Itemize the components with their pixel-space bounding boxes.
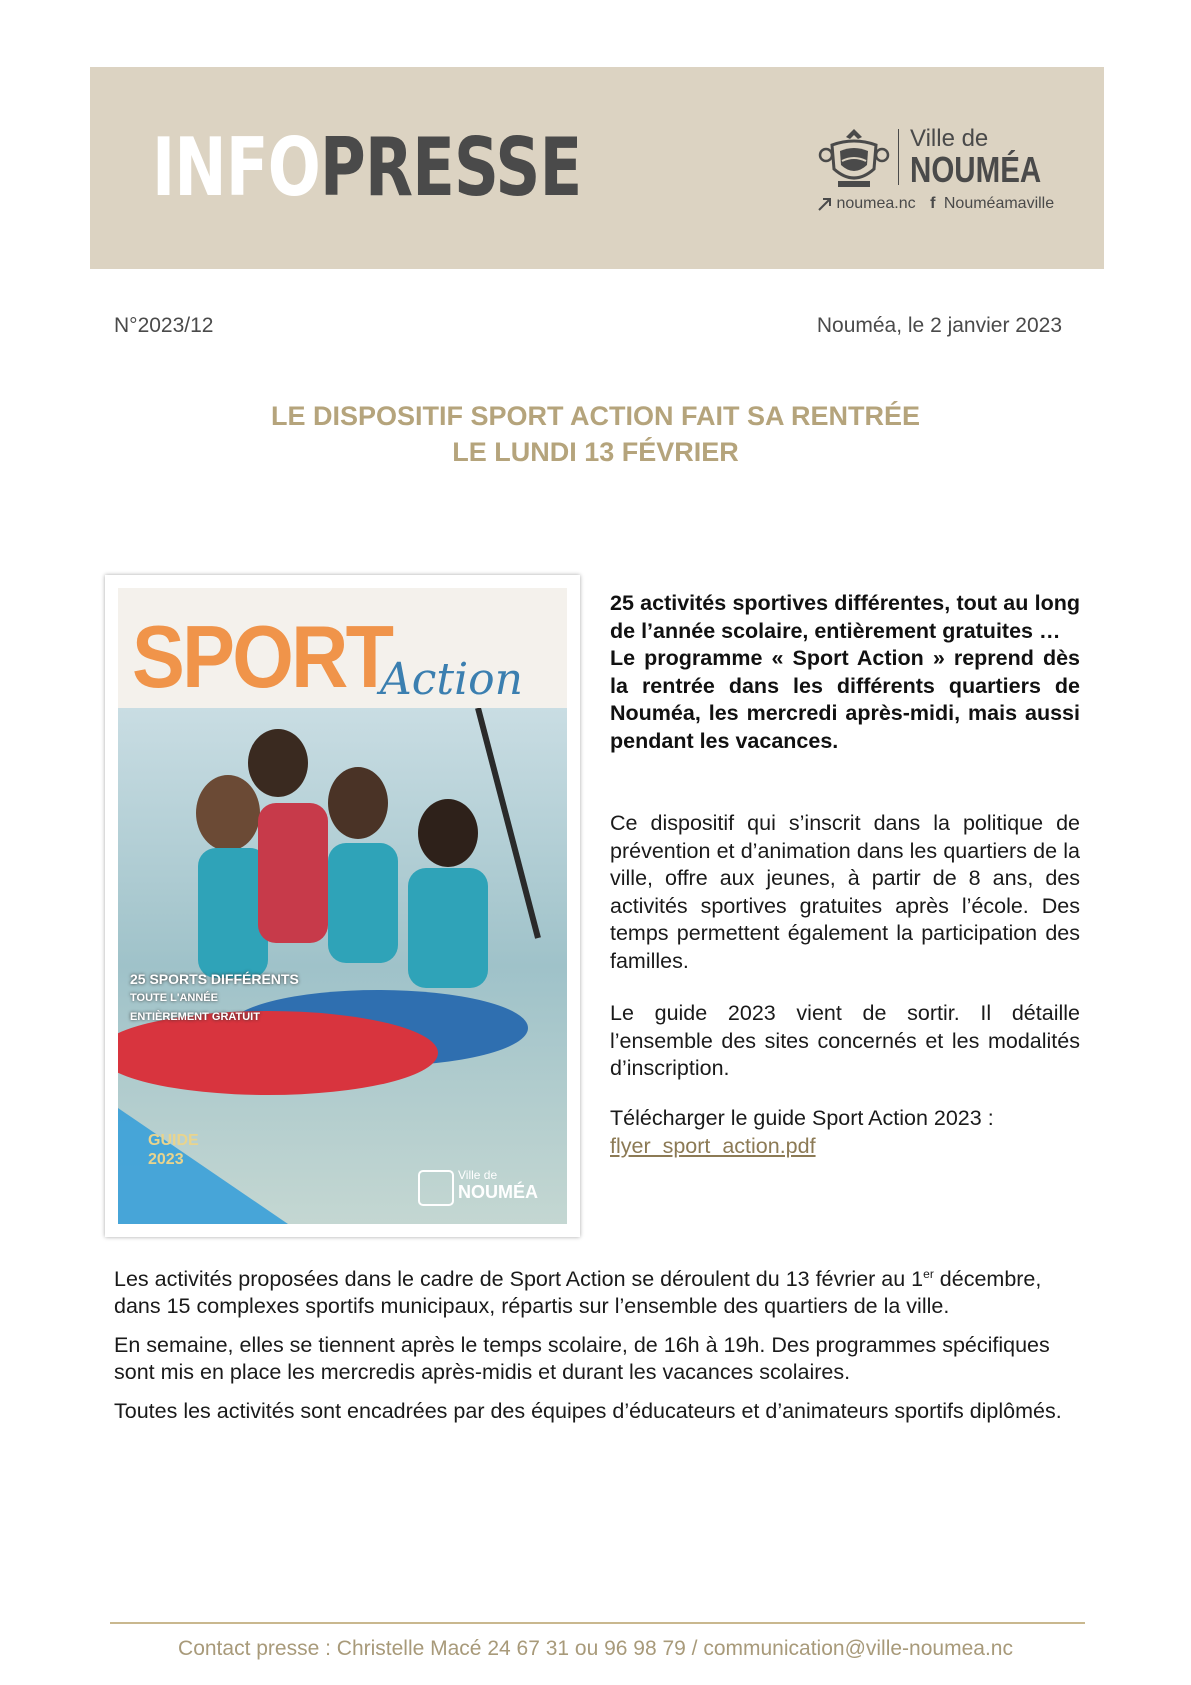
press-contact: Contact presse : Christelle Macé 24 67 31 ou 96 98 79 / communication@ville-noumea.nc [178, 1637, 1013, 1660]
flyer-tagline-1: 25 SPORTS DIFFÉRENTS [130, 971, 299, 987]
logo-links [818, 195, 1054, 213]
flyer-cover [118, 588, 567, 1224]
flyer-logo [418, 1168, 538, 1203]
body-paragraph-3: Toutes les activités sont encadrées par des équipes d’éducateurs et d’animateurs sportifs diplômés. [114, 1399, 1062, 1423]
headline-line-1: LE DISPOSITIF SPORT ACTION FAIT SA RENTRÉE [270, 401, 921, 431]
facebook-link[interactable]: Nouméamaville [943, 195, 1055, 212]
logo-ville-text: Ville de [910, 125, 989, 152]
download-section [610, 1105, 1080, 1160]
body-paragraph-2: En semaine, elles se tiennent après le temps scolaire, de 16h à 19h. Des programmes spécifiques sont mis en place les mercredis après-midis et durant les vacances scolaires. [114, 1333, 1050, 1384]
flyer-logo-city: NOUMÉA [458, 1182, 538, 1202]
body-p1-start: Les activités proposées dans le cadre de Sport Action se déroulent du 13 février au 1 [114, 1267, 924, 1291]
headline-line-2: LE LUNDI 13 FÉVRIER [452, 437, 739, 467]
intro-paragraph-2: Le guide 2023 vient de sortir. Il détaille l’ensemble des sites concernés et les modalités d’inscription. [610, 1001, 1080, 1080]
flyer-title-script: Action [380, 654, 523, 705]
intro-paragraph-1: Ce dispositif qui s’inscrit dans la politique de prévention et d’animation dans les quartiers de la ville, offre aux jeunes, à partir de 8 ans, des activités sportives gratuites après l’école. Des temps permettent également la participation des familles. [610, 811, 1080, 973]
intro-lead [610, 590, 1080, 755]
logo-city-text: NOUMÉA [910, 149, 1042, 190]
flyer-crest-icon [418, 1170, 454, 1206]
press-release-number: N°2023/12 [114, 314, 214, 337]
flyer-guide-text: GUIDE [148, 1132, 199, 1149]
flyer-cover-image [105, 575, 580, 1237]
header-banner [90, 67, 1104, 269]
facebook-icon: f [930, 195, 936, 212]
flyer-tagline [130, 971, 299, 1026]
footer-divider [110, 1622, 1085, 1624]
download-link[interactable]: flyer_sport_action.pdf [610, 1133, 816, 1158]
body-p1-end: décembre, dans 15 complexes sportifs municipaux, répartis sur l’ensemble des quartiers de la ville. [114, 1267, 1042, 1318]
body-paragraph-1 [114, 1266, 1081, 1320]
flyer-title: SPORT [132, 607, 392, 706]
flyer-logo-ville: Ville de [458, 1168, 498, 1182]
release-date: Nouméa, le 2 janvier 2023 [816, 314, 1062, 337]
coat-of-arms-icon [818, 125, 890, 191]
flyer-guide-label [148, 1131, 199, 1169]
website-link[interactable]: noumea.nc [836, 195, 916, 212]
ville-noumea-logo [818, 125, 1055, 215]
flyer-guide-year: 2023 [148, 1151, 184, 1168]
download-label: Télécharger le guide Sport Action 2023 : [610, 1106, 994, 1130]
title-info: INFO [152, 121, 320, 214]
intro-lead-sentence: 25 activités sportives différentes, tout au long de l’année scolaire, entièrement gratuites … [610, 591, 1080, 643]
title-presse: PRESSE [319, 121, 582, 214]
headline [0, 398, 1191, 470]
arrow-icon [818, 197, 832, 211]
intro-lead-programme: Le programme « Sport Action » reprend dès la rentrée dans les différents quartiers de Nouméa, les mercredi après-midi, mais aussi pendant les vacances. [610, 646, 1080, 753]
logo-divider [898, 129, 899, 185]
page-title [152, 123, 581, 213]
flyer-tagline-2: TOUTE L'ANNÉE [130, 992, 218, 1004]
body-p1-superscript: er [923, 1266, 934, 1281]
flyer-tagline-3: ENTIÈREMENT GRATUIT [130, 1011, 260, 1023]
